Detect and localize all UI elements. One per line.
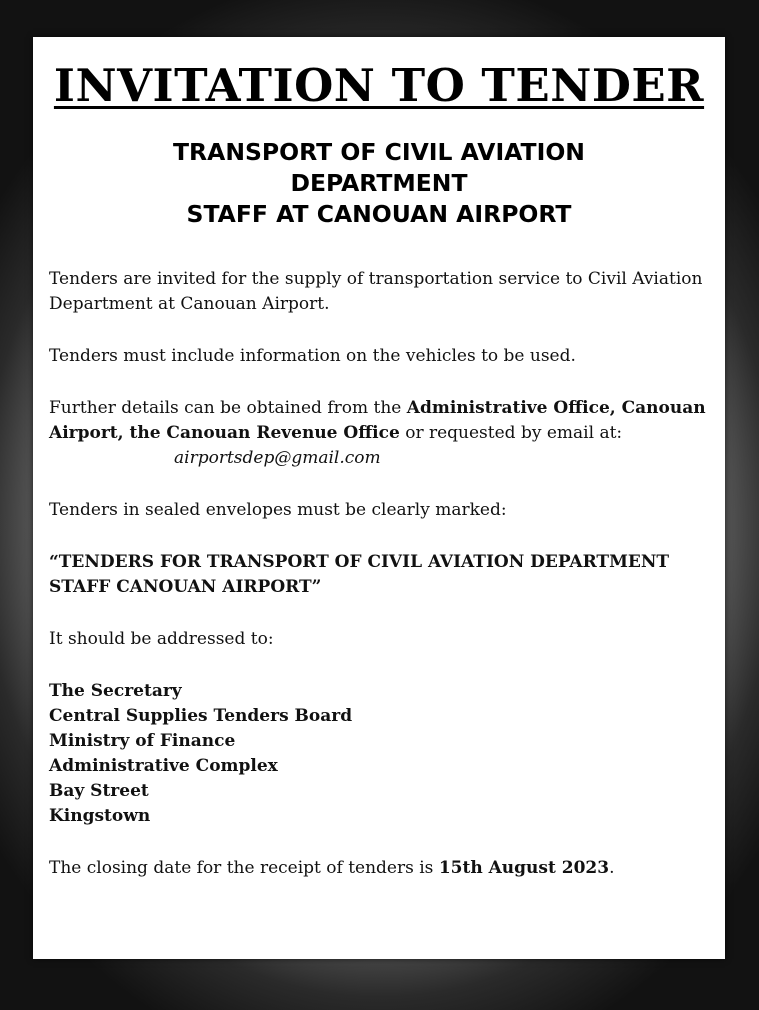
address-line: Kingstown	[49, 806, 151, 826]
notice-body	[49, 267, 711, 881]
closing-text-post: .	[609, 858, 615, 878]
subtitle-line: DEPARTMENT	[290, 169, 468, 197]
closing-text-pre: The closing date for the receipt of tenders is	[49, 858, 439, 878]
headline-text: INVITATION TO TENDER	[53, 59, 705, 112]
intro-paragraph: Tenders are invited for the supply of transportation service to Civil Aviation Department at Canouan Airport.	[49, 269, 703, 314]
details-text-pre: Further details can be obtained from the	[49, 398, 407, 418]
closing-date-paragraph	[49, 856, 711, 881]
details-text-post: or requested by email at:	[399, 423, 623, 443]
details-paragraph	[49, 396, 711, 471]
address-intro: It should be addressed to:	[49, 629, 274, 649]
contact-email: airportsdep@gmail.com	[174, 448, 381, 468]
address-line: Central Supplies Tenders Board	[49, 706, 353, 726]
details-offices: Administrative Office, Canouan Airport, the Canouan Revenue Office	[49, 398, 706, 443]
sealed-instruction: Tenders in sealed envelopes must be clearly marked:	[49, 500, 507, 520]
notice-headline	[33, 59, 725, 112]
vehicles-paragraph: Tenders must include information on the vehicles to be used.	[49, 346, 576, 366]
tender-notice-paper	[33, 37, 725, 959]
subtitle-line: STAFF AT CANOUAN AIRPORT	[186, 200, 572, 228]
address-line: Administrative Complex	[49, 756, 278, 776]
closing-date: 15th August 2023	[438, 858, 610, 878]
envelope-marking: “TENDERS FOR TRANSPORT OF CIVIL AVIATION DEPARTMENT STAFF CANOUAN AIRPORT”	[49, 552, 670, 597]
address-line: The Secretary	[49, 681, 182, 701]
address-line: Ministry of Finance	[49, 731, 236, 751]
notice-subtitle	[33, 137, 725, 230]
address-line: Bay Street	[49, 781, 149, 801]
mailing-address	[49, 679, 711, 829]
subtitle-line: TRANSPORT OF CIVIL AVIATION	[173, 138, 585, 166]
